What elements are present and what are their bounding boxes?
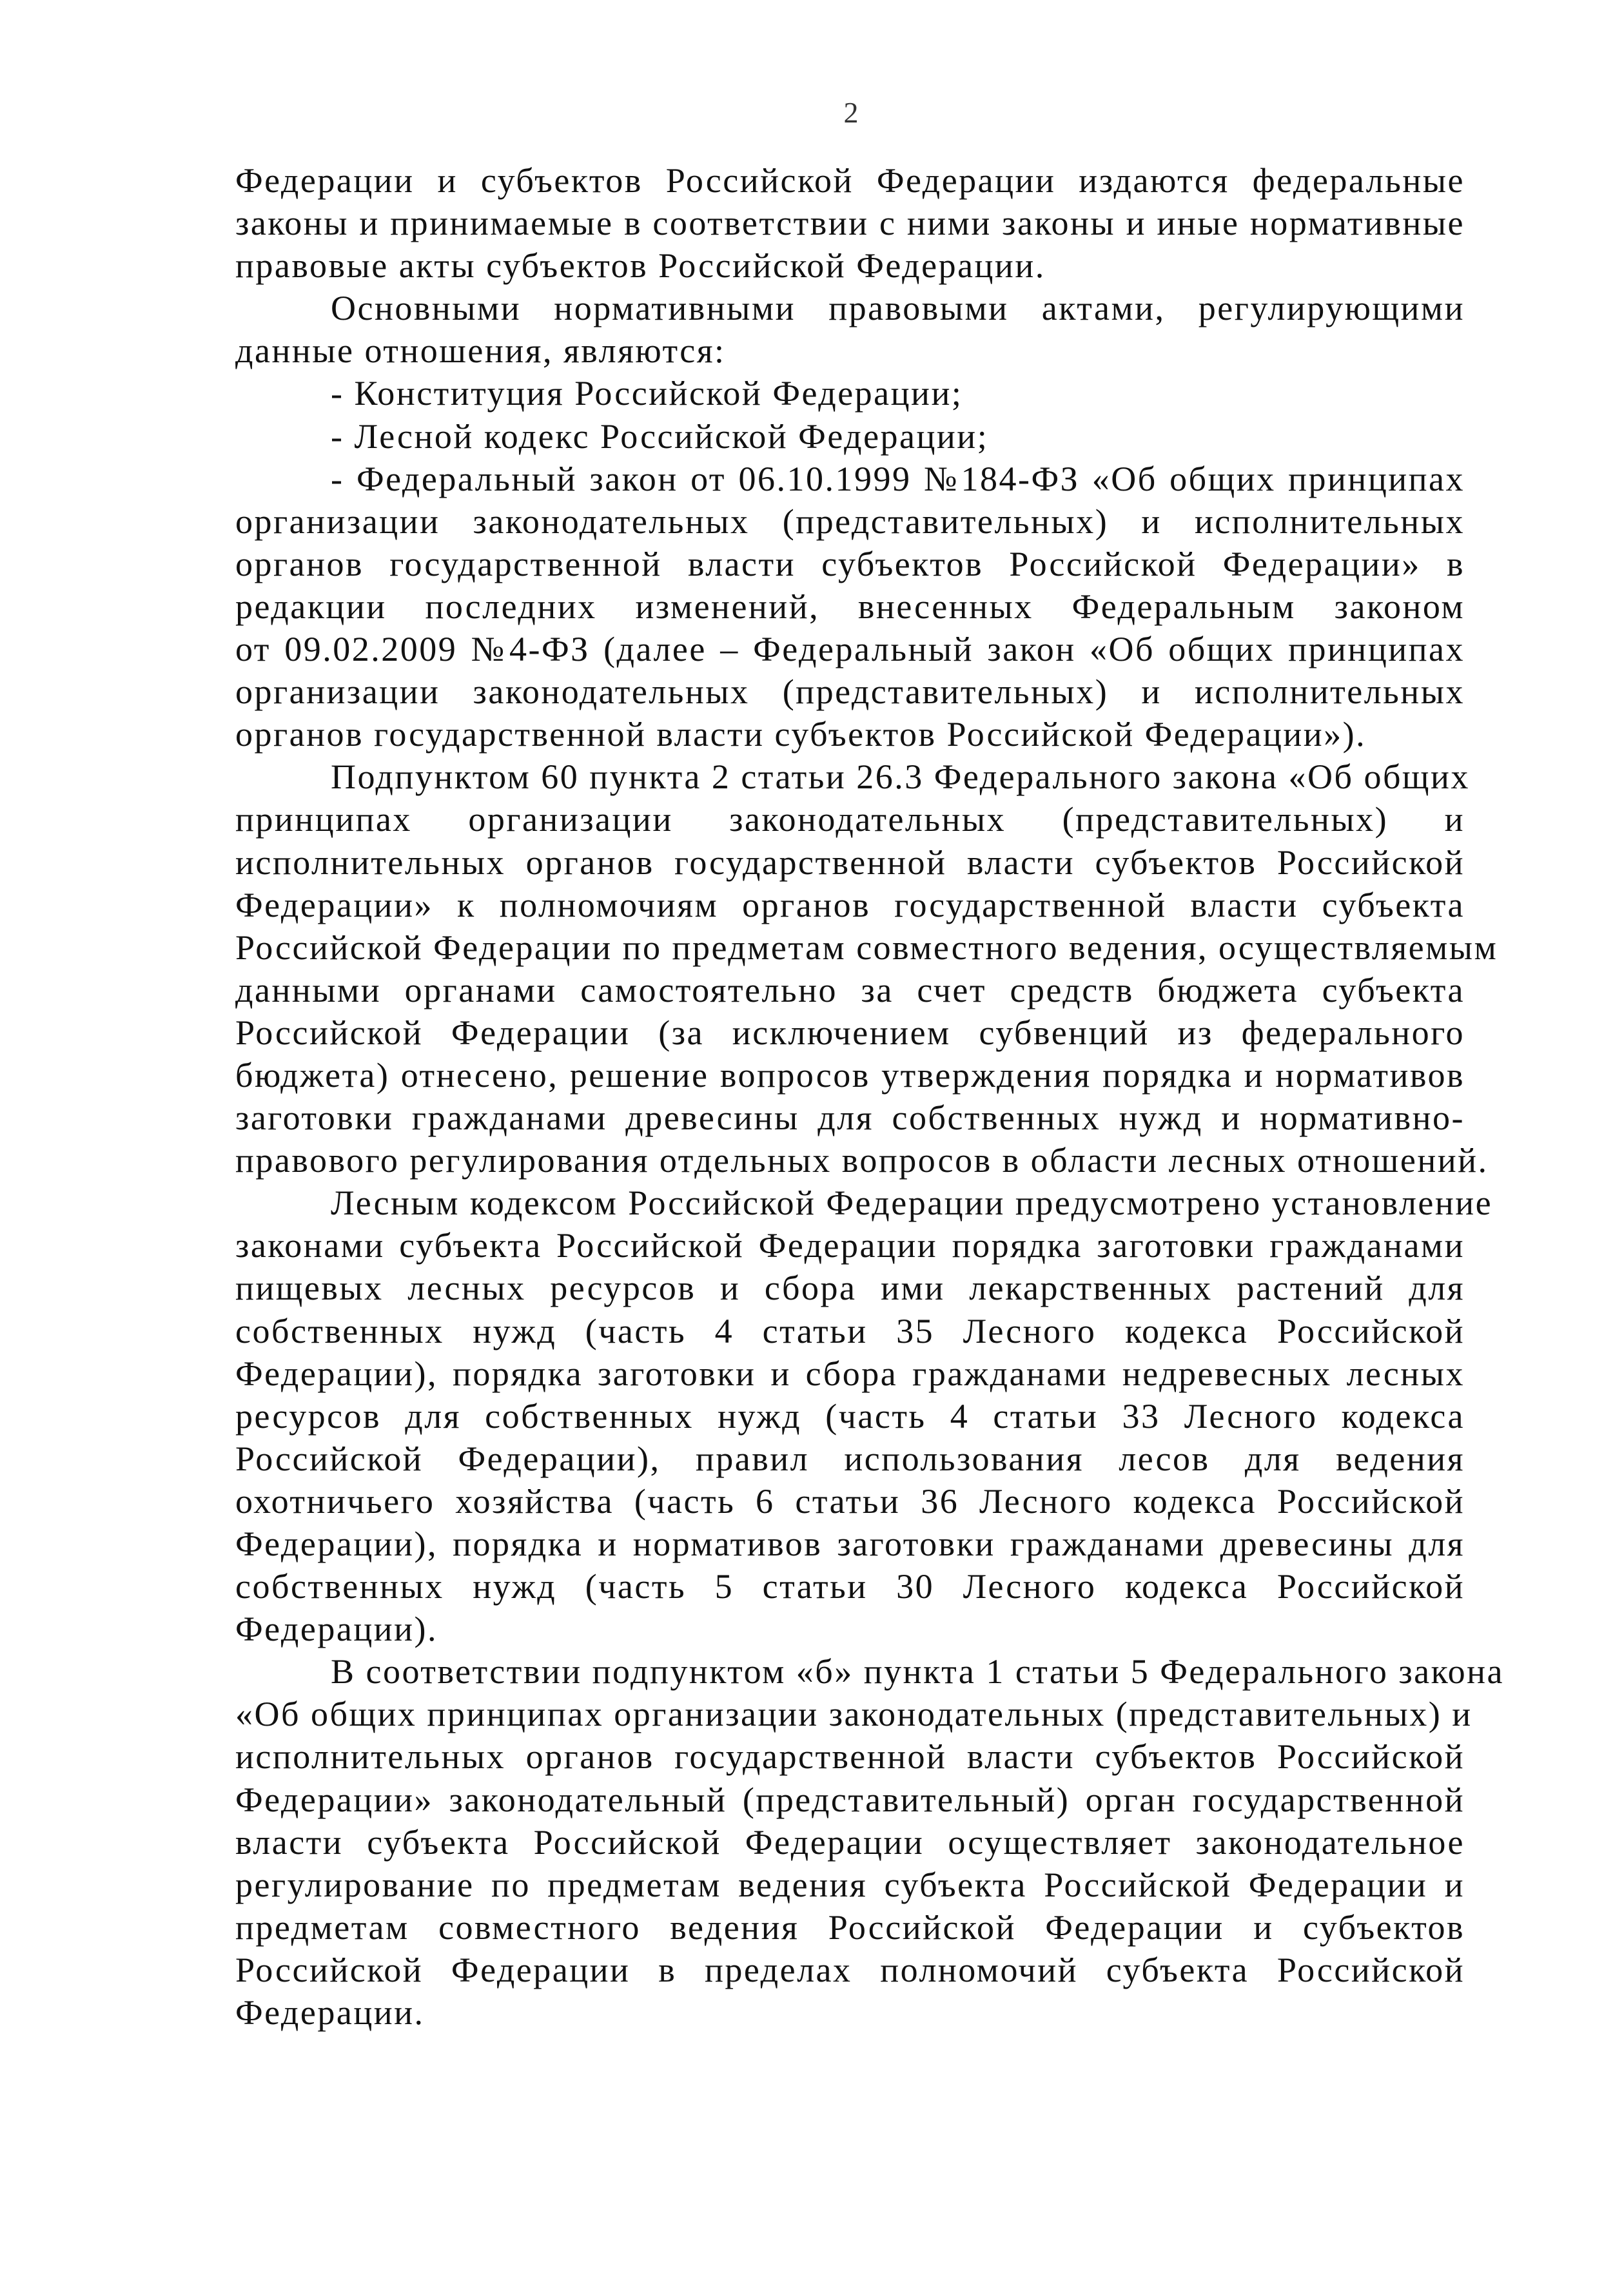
paragraph (235, 755, 1498, 1182)
text-line: принципах организации законодательных (представительных) и (235, 800, 1465, 839)
text-line: Российской Федерации в пределах полномочий субъекта Российской (235, 1950, 1465, 1989)
text-line: Лесным кодексом Российской Федерации предусмотрено установление (331, 1184, 1493, 1223)
text-line: данными органами самостоятельно за счет средств бюджета субъекта (235, 970, 1465, 1009)
text-line: бюджета) отнесено, решение вопросов утверждения порядка и нормативов (235, 1055, 1465, 1095)
page-number: 2 (843, 96, 859, 129)
paragraph (235, 1650, 1504, 2034)
paragraph (235, 1182, 1493, 1650)
text-line: Федерации. (235, 1993, 425, 2032)
text-line: от 09.02.2009 №4-ФЗ (далее – Федеральный закон «Об общих принципах (235, 630, 1465, 669)
text-line: Подпунктом 60 пункта 2 статьи 26.3 Федерального закона «Об общих (331, 757, 1470, 797)
text-line: предметам совместного ведения Российской Федерации и субъектов (235, 1907, 1465, 1947)
text-line: Федерации» законодательный (представительный) орган государственной (235, 1780, 1465, 1819)
text-line: Российской Федерации), правил использования лесов для ведения (235, 1439, 1465, 1478)
text-line: - Федеральный закон от 06.10.1999 №184-ФЗ «Об общих принципах (331, 459, 1465, 498)
paragraph (235, 159, 1465, 287)
text-line: охотничьего хозяйства (часть 6 статьи 36 Лесного кодекса Российской (235, 1481, 1465, 1521)
text-line: заготовки гражданами древесины для собственных нужд и нормативно- (235, 1098, 1465, 1138)
text-line: редакции последних изменений, внесенных Федеральным законом (235, 587, 1465, 626)
text-line: Основными нормативными правовыми актами, регулирующими (331, 289, 1465, 328)
text-line: организации законодательных (представительных) и исполнительных (235, 502, 1465, 541)
text-line: В соответствии подпунктом «б» пункта 1 статьи 5 Федерального закона (331, 1652, 1504, 1691)
text-line: собственных нужд (часть 5 статьи 30 Лесного кодекса Российской (235, 1567, 1465, 1606)
text-line: законами субъекта Российской Федерации порядка заготовки гражданами (235, 1226, 1465, 1265)
paragraph (235, 372, 1465, 414)
text-line: законы и принимаемые в соответствии с ними законы и иные нормативные (235, 204, 1465, 243)
text-line: Федерации), порядка заготовки и сбора гражданами недревесных лесных (235, 1354, 1465, 1393)
text-line: правового регулирования отдельных вопросов в области лесных отношений. (235, 1141, 1489, 1180)
text-line: органов государственной власти субъектов Российской Федерации»). (235, 715, 1367, 754)
text-line: Федерации). (235, 1610, 438, 1649)
text-line: регулирование по предметам ведения субъекта Российской Федерации и (235, 1865, 1465, 1904)
text-line: собственных нужд (часть 4 статьи 35 Лесного кодекса Российской (235, 1311, 1465, 1350)
text-line: данные отношения, являются: (235, 331, 726, 371)
text-line: «Об общих принципах организации законодательных (представительных) и (235, 1695, 1472, 1734)
text-line: пищевых лесных ресурсов и сбора ими лекарственных растений для (235, 1269, 1465, 1308)
text-line: - Лесной кодекс Российской Федерации; (331, 416, 989, 456)
paragraph (235, 415, 1465, 458)
text-line: исполнительных органов государственной власти субъектов Российской (235, 1737, 1465, 1777)
text-line: Российской Федерации по предметам совместного ведения, осуществляемым (235, 928, 1498, 967)
document-body (235, 159, 1504, 2034)
text-line: органов государственной власти субъектов Российской Федерации» в (235, 544, 1465, 583)
text-line: Российской Федерации (за исключением субвенций из федерального (235, 1013, 1465, 1052)
text-line: правовые акты субъектов Российской Федерации. (235, 246, 1046, 286)
text-line: Федерации и субъектов Российской Федерации издаются федеральные (235, 161, 1465, 200)
text-line: власти субъекта Российской Федерации осуществляет законодательное (235, 1822, 1465, 1862)
text-line: ресурсов для собственных нужд (часть 4 статьи 33 Лесного кодекса (235, 1396, 1465, 1436)
text-line: организации законодательных (представительных) и исполнительных (235, 672, 1465, 712)
text-line: Федерации» к полномочиям органов государственной власти субъекта (235, 885, 1465, 924)
paragraph (235, 458, 1465, 756)
paragraph (235, 287, 1465, 372)
text-line: - Конституция Российской Федерации; (331, 374, 963, 413)
text-line: исполнительных органов государственной власти субъектов Российской (235, 843, 1465, 882)
text-line: Федерации), порядка и нормативов заготовки гражданами древесины для (235, 1525, 1465, 1563)
